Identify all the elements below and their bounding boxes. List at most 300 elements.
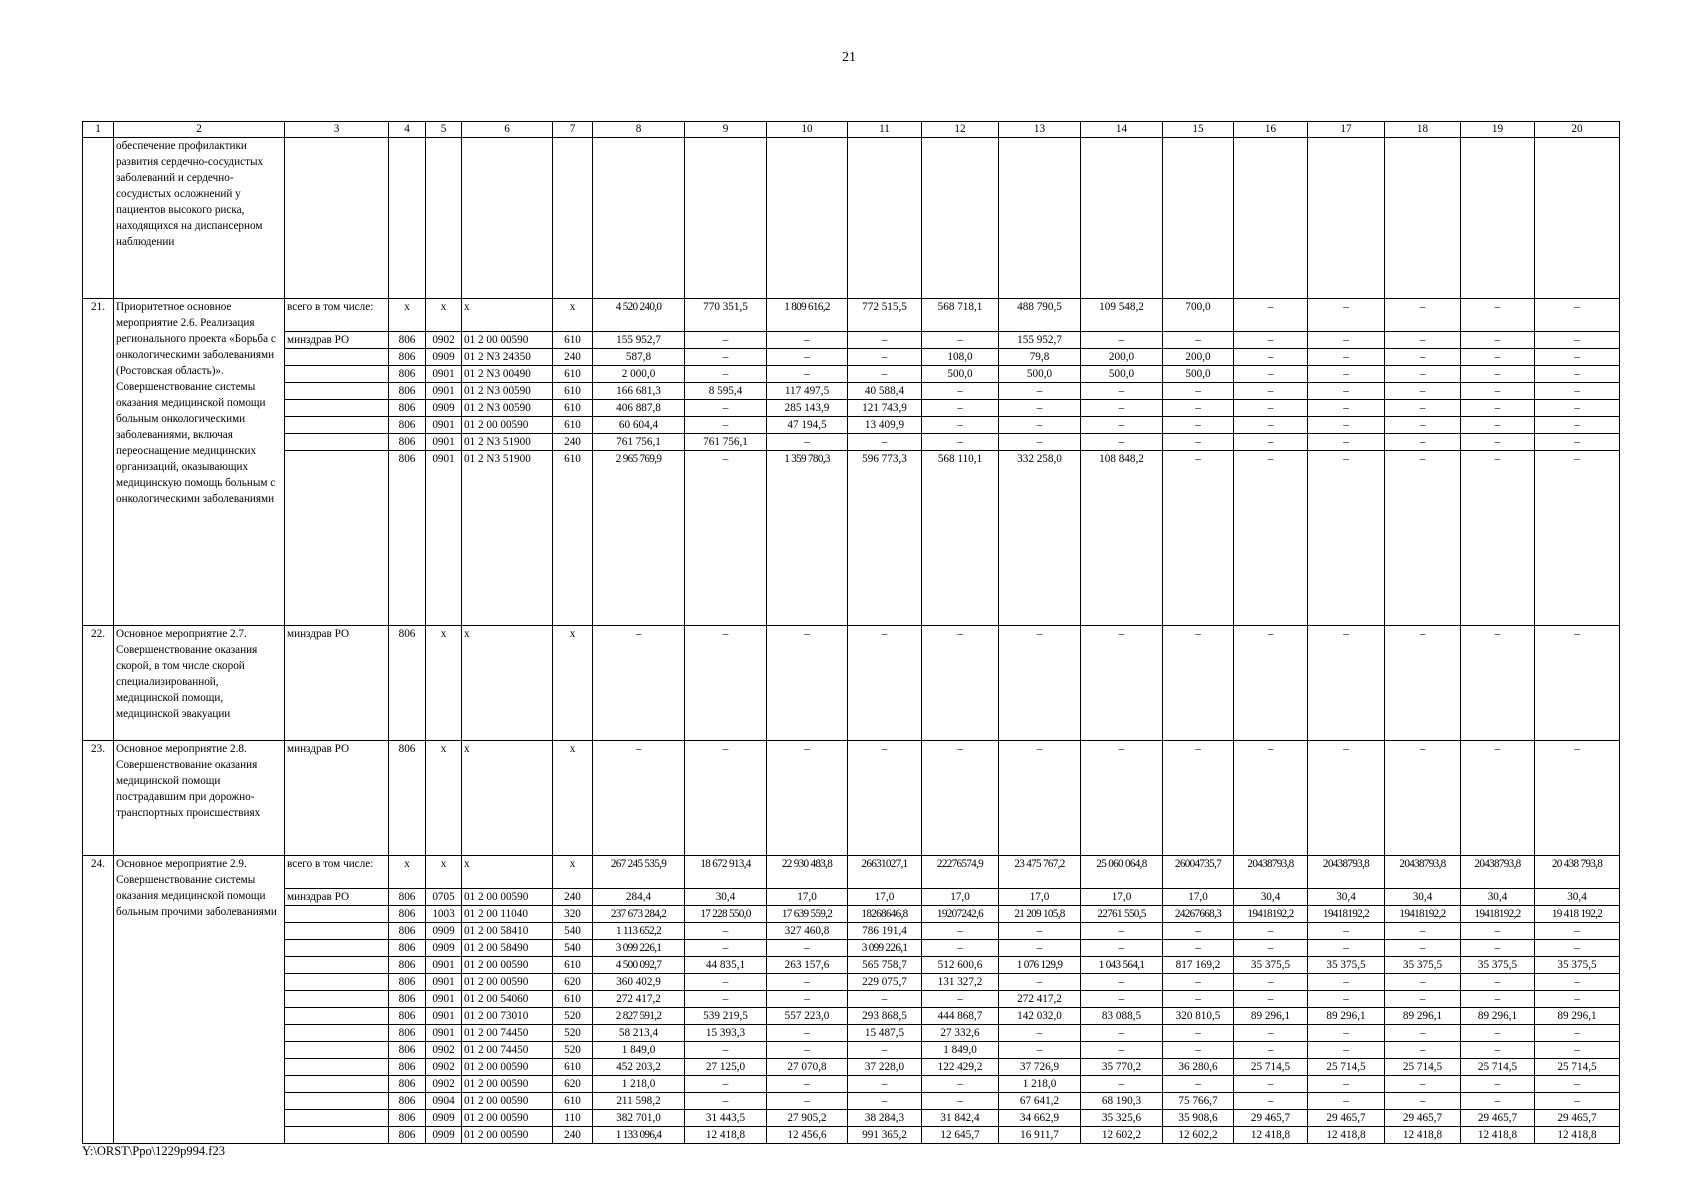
table-cell	[767, 138, 848, 299]
table-cell: –	[1535, 332, 1620, 349]
table-cell: 38 284,3	[848, 1110, 922, 1127]
footer-file-path: Y:\ORST\Ppo\1229p994.f23	[82, 1144, 225, 1158]
table-cell: 01 2 00 00590	[462, 1059, 553, 1076]
table-cell: 806	[389, 1127, 426, 1144]
table-cell: –	[1535, 417, 1620, 434]
table-cell: 67 641,2	[999, 1093, 1081, 1110]
table-cell: –	[1081, 940, 1163, 957]
table-cell: 0904	[426, 1093, 462, 1110]
table-cell: –	[1081, 1025, 1163, 1042]
table-cell: 12 418,8	[1308, 1127, 1385, 1144]
table-cell: x	[426, 626, 462, 741]
table-cell: –	[848, 741, 922, 856]
table-cell: 520	[553, 1008, 593, 1025]
table-cell: x	[462, 741, 553, 856]
table-cell: –	[1461, 741, 1535, 856]
table-cell: 19418192,2	[1308, 906, 1385, 923]
table-cell: 89 296,1	[1535, 1008, 1620, 1025]
executor-cell	[285, 906, 389, 923]
table-cell: –	[1081, 923, 1163, 940]
table-cell: 806	[389, 400, 426, 417]
table-cell: 15 393,3	[685, 1025, 767, 1042]
table-cell: 44 835,1	[685, 957, 767, 974]
table-cell: –	[922, 626, 999, 741]
table-cell: 01 2 00 00590	[462, 1110, 553, 1127]
table-cell: –	[1081, 434, 1163, 451]
executor-cell	[285, 1127, 389, 1144]
table-cell: 01 2 00 11040	[462, 906, 553, 923]
table-cell: 806	[389, 974, 426, 991]
table-cell: 1 218,0	[999, 1076, 1081, 1093]
table-cell: –	[999, 383, 1081, 400]
table-cell: 01 2 00 58490	[462, 940, 553, 957]
table-cell: –	[1308, 923, 1385, 940]
table-cell: 19 418 192,2	[1535, 906, 1620, 923]
table-cell: –	[1234, 332, 1308, 349]
table-row	[83, 349, 1620, 366]
table-cell: 17,0	[922, 889, 999, 906]
table-cell: 36 280,6	[1163, 1059, 1234, 1076]
table-cell: 01 2 00 00590	[462, 1127, 553, 1144]
table-cell	[848, 138, 922, 299]
executor-cell: минздрав РО	[285, 889, 389, 906]
table-cell	[1535, 138, 1620, 299]
table-cell: 68 190,3	[1081, 1093, 1163, 1110]
executor-cell	[285, 1110, 389, 1127]
table-cell	[462, 138, 553, 299]
table-cell: 610	[553, 957, 593, 974]
table-cell: –	[1081, 974, 1163, 991]
table-cell: –	[685, 400, 767, 417]
table-cell: 229 075,7	[848, 974, 922, 991]
table-cell: 27 332,6	[922, 1025, 999, 1042]
table-cell: –	[1163, 417, 1234, 434]
table-cell: –	[1308, 366, 1385, 383]
table-cell: –	[1234, 366, 1308, 383]
table-cell: –	[1461, 626, 1535, 741]
table-cell: 12 418,8	[1461, 1127, 1535, 1144]
table-cell: 22 930 483,8	[767, 856, 848, 889]
table-cell: –	[1535, 1042, 1620, 1059]
table-cell: –	[685, 741, 767, 856]
table-cell: 12 418,8	[1385, 1127, 1461, 1144]
table-cell: 12 602,2	[1163, 1127, 1234, 1144]
table-cell: –	[1308, 974, 1385, 991]
table-cell: 17,0	[767, 889, 848, 906]
table-cell: –	[1163, 451, 1234, 626]
table-cell: 610	[553, 400, 593, 417]
executor-cell	[285, 1025, 389, 1042]
table-cell: –	[1535, 434, 1620, 451]
table-cell: –	[1308, 626, 1385, 741]
column-header: 5	[426, 122, 462, 138]
table-cell: –	[1234, 417, 1308, 434]
table-cell: 991 365,2	[848, 1127, 922, 1144]
executor-cell: всего в том числе:	[285, 299, 389, 332]
table-cell: 806	[389, 434, 426, 451]
table-cell: –	[767, 1025, 848, 1042]
table-cell: –	[767, 1076, 848, 1093]
table-cell: 539 219,5	[685, 1008, 767, 1025]
table-cell: 20438793,8	[1234, 856, 1308, 889]
table-cell: 620	[553, 974, 593, 991]
table-cell: –	[1385, 434, 1461, 451]
executor-cell	[285, 957, 389, 974]
budget-table	[82, 121, 1620, 1144]
table-cell: 610	[553, 991, 593, 1008]
column-header: 13	[999, 122, 1081, 138]
table-cell: 772 515,5	[848, 299, 922, 332]
table-cell: –	[922, 1093, 999, 1110]
table-cell: 35 375,5	[1461, 957, 1535, 974]
table-cell: –	[1308, 383, 1385, 400]
table-cell: 786 191,4	[848, 923, 922, 940]
column-header: 4	[389, 122, 426, 138]
table-cell: –	[1535, 1025, 1620, 1042]
table-cell: –	[1163, 383, 1234, 400]
executor-cell	[285, 451, 389, 626]
table-cell: 806	[389, 940, 426, 957]
table-cell: 155 952,7	[593, 332, 685, 349]
table-cell: 0902	[426, 1042, 462, 1059]
column-header: 20	[1535, 122, 1620, 138]
table-cell: 610	[553, 1093, 593, 1110]
table-cell: 0901	[426, 434, 462, 451]
table-cell: –	[999, 741, 1081, 856]
table-cell: 12 456,6	[767, 1127, 848, 1144]
table-cell: 806	[389, 451, 426, 626]
table-cell: –	[1081, 991, 1163, 1008]
column-header: 17	[1308, 122, 1385, 138]
table-cell: 452 203,2	[593, 1059, 685, 1076]
table-cell: –	[1081, 417, 1163, 434]
table-cell: –	[767, 1042, 848, 1059]
table-cell: 360 402,9	[593, 974, 685, 991]
table-cell: 89 296,1	[1234, 1008, 1308, 1025]
table-row	[83, 299, 1620, 332]
table-cell: –	[767, 991, 848, 1008]
table-cell: 19207242,6	[922, 906, 999, 923]
column-header: 16	[1234, 122, 1308, 138]
column-header: 2	[114, 122, 285, 138]
table-cell	[1461, 138, 1535, 299]
table-cell: –	[848, 332, 922, 349]
table-cell: 35 375,5	[1308, 957, 1385, 974]
table-row	[83, 1025, 1620, 1042]
table-cell: –	[1234, 349, 1308, 366]
table-cell: –	[1385, 1076, 1461, 1093]
table-cell: 8 595,4	[685, 383, 767, 400]
table-cell: –	[1234, 940, 1308, 957]
executor-cell	[285, 349, 389, 366]
table-cell: 806	[389, 1076, 426, 1093]
table-cell: 20 438 793,8	[1535, 856, 1620, 889]
table-cell: 01 2 00 73010	[462, 1008, 553, 1025]
table-cell: 327 460,8	[767, 923, 848, 940]
table-cell	[553, 138, 593, 299]
table-row	[83, 856, 1620, 889]
table-row	[83, 1008, 1620, 1025]
table-cell: 267 245 535,9	[593, 856, 685, 889]
table-cell: 20438793,8	[1308, 856, 1385, 889]
table-cell: 12 418,8	[685, 1127, 767, 1144]
table-cell: 806	[389, 349, 426, 366]
table-cell: 1 133 096,4	[593, 1127, 685, 1144]
executor-cell	[285, 434, 389, 451]
table-cell: –	[848, 434, 922, 451]
table-cell: 0901	[426, 451, 462, 626]
table-cell: –	[1535, 923, 1620, 940]
table-cell: 0901	[426, 1008, 462, 1025]
table-cell: 500,0	[922, 366, 999, 383]
table-cell: x	[462, 856, 553, 889]
executor-cell	[285, 974, 389, 991]
table-cell: 1003	[426, 906, 462, 923]
table-cell: –	[1385, 974, 1461, 991]
table-cell: –	[1461, 349, 1535, 366]
table-row	[83, 366, 1620, 383]
table-cell: 0902	[426, 1059, 462, 1076]
table-cell: x	[462, 626, 553, 741]
table-cell: 285 143,9	[767, 400, 848, 417]
table-cell: –	[1385, 366, 1461, 383]
table-cell: 237 673 284,2	[593, 906, 685, 923]
table-cell: –	[1385, 349, 1461, 366]
table-cell: 200,0	[1081, 349, 1163, 366]
table-cell: –	[1234, 626, 1308, 741]
table-cell: 240	[553, 349, 593, 366]
table-cell: –	[1385, 332, 1461, 349]
table-cell: 0901	[426, 991, 462, 1008]
table-cell: 01 2 00 00590	[462, 974, 553, 991]
table-cell: –	[999, 400, 1081, 417]
table-cell: –	[999, 974, 1081, 991]
table-cell: 1 076 129,9	[999, 957, 1081, 974]
table-cell: –	[685, 1093, 767, 1110]
column-header: 15	[1163, 122, 1234, 138]
table-cell: 620	[553, 1076, 593, 1093]
table-cell: 806	[389, 383, 426, 400]
table-cell: 806	[389, 1093, 426, 1110]
table-cell: 35 908,6	[1163, 1110, 1234, 1127]
table-cell: 806	[389, 889, 426, 906]
table-cell: –	[1461, 1025, 1535, 1042]
table-cell: –	[1081, 332, 1163, 349]
table-cell: –	[593, 741, 685, 856]
executor-cell	[285, 1076, 389, 1093]
table-cell: 108 848,2	[1081, 451, 1163, 626]
table-cell: –	[1308, 332, 1385, 349]
table-cell: 16 911,7	[999, 1127, 1081, 1144]
row-number: 21.	[83, 299, 114, 626]
table-cell: –	[767, 626, 848, 741]
table-cell: 444 868,7	[922, 1008, 999, 1025]
table-cell: 4 500 092,7	[593, 957, 685, 974]
table-cell: 60 604,4	[593, 417, 685, 434]
row-number: 24.	[83, 856, 114, 1144]
table-cell: –	[685, 366, 767, 383]
table-cell: 200,0	[1163, 349, 1234, 366]
table-cell: 520	[553, 1042, 593, 1059]
table-cell: 382 701,0	[593, 1110, 685, 1127]
table-cell: 806	[389, 417, 426, 434]
table-cell: –	[1535, 400, 1620, 417]
table-cell: 15 487,5	[848, 1025, 922, 1042]
table-cell: 4 520 240,0	[593, 299, 685, 332]
table-cell: –	[1461, 400, 1535, 417]
table-cell: –	[999, 626, 1081, 741]
table-cell: 0909	[426, 1110, 462, 1127]
table-cell: 35 375,5	[1385, 957, 1461, 974]
table-cell: –	[1234, 991, 1308, 1008]
table-cell: –	[1535, 1093, 1620, 1110]
table-cell: 27 905,2	[767, 1110, 848, 1127]
executor-cell	[285, 1059, 389, 1076]
table-cell: –	[1461, 1076, 1535, 1093]
measure-name: Основное мероприятие 2.8. Совершенствование оказания медицинской помощи пострадавшим при дорожно-транспортных происшествиях	[114, 741, 285, 856]
table-cell: 17,0	[848, 889, 922, 906]
table-cell: 0901	[426, 1025, 462, 1042]
table-cell: 17,0	[1081, 889, 1163, 906]
table-cell: 0902	[426, 1076, 462, 1093]
table-cell: 2 000,0	[593, 366, 685, 383]
table-cell: 610	[553, 366, 593, 383]
table-cell: –	[922, 400, 999, 417]
table-cell: 89 296,1	[1308, 1008, 1385, 1025]
table-cell: 500,0	[1081, 366, 1163, 383]
table-cell: –	[1234, 383, 1308, 400]
table-cell	[426, 138, 462, 299]
executor-cell	[285, 991, 389, 1008]
table-cell: 332 258,0	[999, 451, 1081, 626]
table-cell: 806	[389, 1110, 426, 1127]
table-row	[83, 974, 1620, 991]
table-cell: –	[1308, 451, 1385, 626]
table-cell: –	[1385, 991, 1461, 1008]
table-cell: 29 465,7	[1308, 1110, 1385, 1127]
table-cell: 23 475 767,2	[999, 856, 1081, 889]
table-cell: 806	[389, 332, 426, 349]
table-cell: 110	[553, 1110, 593, 1127]
table-cell: 0909	[426, 349, 462, 366]
table-cell: –	[1535, 349, 1620, 366]
table-cell: 0901	[426, 417, 462, 434]
table-cell: 272 417,2	[593, 991, 685, 1008]
table-cell: –	[685, 451, 767, 626]
table-cell: –	[1308, 741, 1385, 856]
table-cell: x	[426, 741, 462, 856]
executor-cell	[285, 138, 389, 299]
table-cell: –	[1163, 626, 1234, 741]
table-cell: 0901	[426, 383, 462, 400]
table-cell: –	[685, 417, 767, 434]
table-cell: 806	[389, 741, 426, 856]
executor-cell: минздрав РО	[285, 332, 389, 349]
table-cell: 0901	[426, 366, 462, 383]
table-cell: 83 088,5	[1081, 1008, 1163, 1025]
table-cell	[1163, 138, 1234, 299]
table-cell: –	[1308, 299, 1385, 332]
table-cell: 17,0	[999, 889, 1081, 906]
table-cell: 240	[553, 434, 593, 451]
table-cell: 117 497,5	[767, 383, 848, 400]
table-cell: 26631027,1	[848, 856, 922, 889]
table-cell: –	[1234, 1042, 1308, 1059]
column-header: 10	[767, 122, 848, 138]
table-cell: 121 743,9	[848, 400, 922, 417]
table-cell: –	[1535, 299, 1620, 332]
table-cell: 17,0	[1163, 889, 1234, 906]
table-cell: 806	[389, 957, 426, 974]
table-row	[83, 1093, 1620, 1110]
table-cell: 817 169,2	[1163, 957, 1234, 974]
table-cell: 761 756,1	[685, 434, 767, 451]
table-cell: –	[848, 1042, 922, 1059]
table-cell: x	[389, 856, 426, 889]
table-cell: 29 465,7	[1535, 1110, 1620, 1127]
table-cell: –	[1308, 434, 1385, 451]
table-cell: 30,4	[685, 889, 767, 906]
table-cell: 568 110,1	[922, 451, 999, 626]
table-cell: 806	[389, 1059, 426, 1076]
table-cell: –	[922, 940, 999, 957]
column-header: 11	[848, 122, 922, 138]
table-cell: –	[1461, 923, 1535, 940]
executor-cell	[285, 923, 389, 940]
table-cell: –	[1308, 349, 1385, 366]
table-cell: 320	[553, 906, 593, 923]
table-cell: 587,8	[593, 349, 685, 366]
table-cell: 29 465,7	[1385, 1110, 1461, 1127]
column-header: 3	[285, 122, 389, 138]
table-cell: –	[767, 940, 848, 957]
table-cell	[1385, 138, 1461, 299]
table-cell: –	[1163, 940, 1234, 957]
executor-cell: минздрав РО	[285, 626, 389, 741]
table-cell: –	[767, 349, 848, 366]
table-cell: –	[1385, 451, 1461, 626]
table-row	[83, 417, 1620, 434]
table-cell: –	[848, 1093, 922, 1110]
table-cell: –	[922, 417, 999, 434]
table-cell: –	[1461, 1093, 1535, 1110]
table-cell: –	[922, 1076, 999, 1093]
table-cell: 166 681,3	[593, 383, 685, 400]
table-row	[83, 889, 1620, 906]
table-cell: –	[922, 741, 999, 856]
table-cell: 1 849,0	[593, 1042, 685, 1059]
table-cell: –	[922, 332, 999, 349]
table-cell: –	[685, 332, 767, 349]
table-cell: 263 157,6	[767, 957, 848, 974]
table-cell: –	[1234, 741, 1308, 856]
table-cell: 34 662,9	[999, 1110, 1081, 1127]
table-cell: –	[685, 940, 767, 957]
table-row	[83, 138, 1620, 299]
table-cell: x	[426, 299, 462, 332]
table-cell: –	[1535, 451, 1620, 626]
table-cell: –	[1535, 741, 1620, 856]
table-cell: –	[1385, 383, 1461, 400]
table-cell: –	[1234, 1025, 1308, 1042]
table-cell: –	[1163, 923, 1234, 940]
table-cell: –	[1461, 991, 1535, 1008]
table-body	[83, 122, 1620, 1144]
table-cell: 1 809 616,2	[767, 299, 848, 332]
table-cell: 27 070,8	[767, 1059, 848, 1076]
table-cell: 89 296,1	[1385, 1008, 1461, 1025]
column-header: 7	[553, 122, 593, 138]
